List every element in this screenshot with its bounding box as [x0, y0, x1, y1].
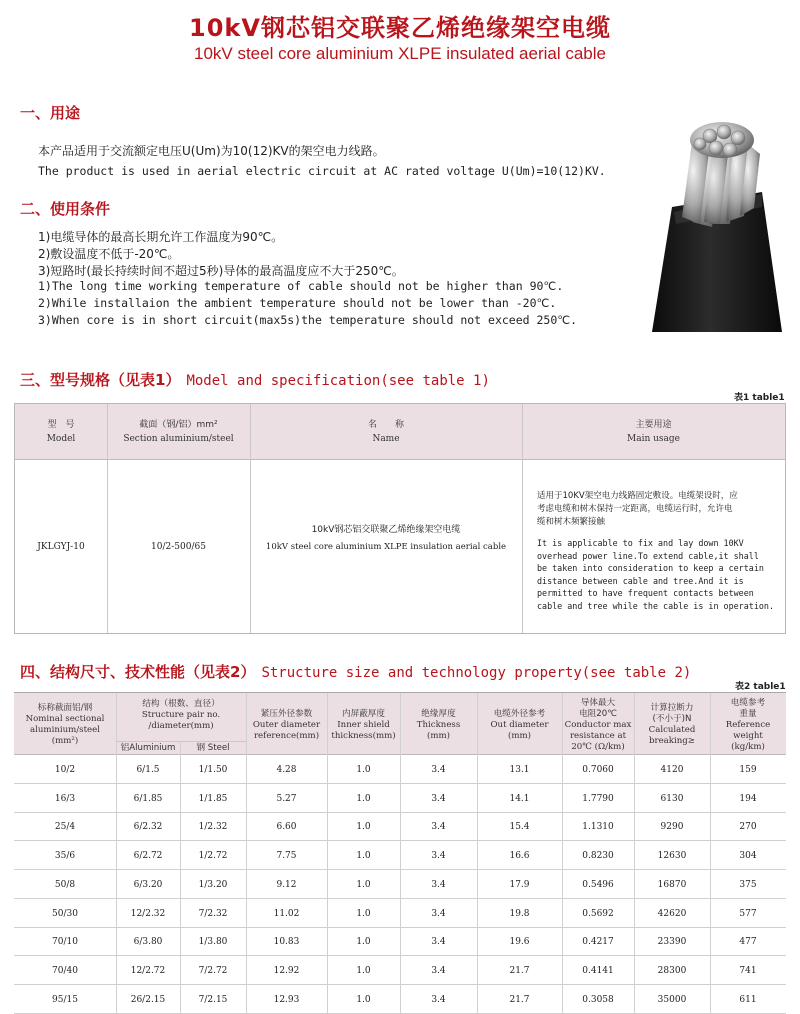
cell-aluminium: 6/1.85	[133, 793, 163, 804]
cell-inner-shield: 1.0	[356, 965, 371, 976]
table1-name-en: 10kV steel core aluminium XLPE insulation aerial cable	[265, 542, 507, 552]
cell-section: 50/30	[52, 908, 78, 919]
cell-resistance: 0.5692	[582, 908, 614, 919]
cell-thickness: 3.4	[431, 908, 446, 919]
cell-thickness: 3.4	[431, 851, 446, 862]
model-table	[14, 403, 786, 634]
cell-thickness: 3.4	[431, 822, 446, 833]
condition-line: 2)敷设温度不低于-20℃。	[38, 247, 180, 261]
cell-thickness: 3.4	[431, 965, 446, 976]
cable-photo	[612, 112, 782, 332]
cell-resistance: 0.4217	[582, 937, 614, 948]
cell-out-diameter: 17.9	[509, 879, 530, 890]
cell-section: 95/15	[52, 994, 78, 1005]
table-row	[14, 813, 786, 841]
cell-out-diameter: 16.6	[509, 851, 530, 862]
table2-header-outer-diameter: 紧压外径参数 Outer diameter reference(mm)	[252, 709, 321, 741]
table2-header-weight: 电缆参考 重量 Reference weight (kg/km)	[725, 698, 771, 752]
cell-section: 35/6	[54, 851, 76, 862]
condition-line: 2)While installaion the ambient temperature should not be lower than -20℃.	[38, 296, 557, 310]
cell-outer-diameter: 6.60	[276, 822, 297, 833]
cell-weight: 159	[739, 765, 757, 775]
table-row	[14, 871, 786, 899]
cell-steel: 1/3.20	[198, 879, 228, 890]
condition-line: 3)When core is in short circuit(max5s)the temperature should not exceed 250℃.	[38, 313, 578, 327]
cell-thickness: 3.4	[431, 793, 446, 804]
cell-inner-shield: 1.0	[356, 908, 371, 919]
structure-table	[14, 692, 786, 1014]
table1-model: JKLGYJ-10	[37, 542, 85, 552]
cell-outer-diameter: 11.02	[273, 908, 300, 919]
cell-breaking: 23390	[657, 937, 687, 948]
table1-header-section: 截面（钢/铝）mm² Section aluminium/steel	[123, 420, 234, 444]
cell-steel: 7/2.32	[198, 908, 228, 919]
table1-section: 10/2-500/65	[151, 542, 206, 552]
table2-header-structure: 结构（根数、直径） Structure pair no. /diameter(mm)	[141, 699, 221, 731]
cell-resistance: 1.7790	[582, 793, 614, 804]
section-heading-model: 三、型号规格（见表1） Model and specification(see table 1)	[20, 371, 490, 389]
cell-steel: 1/1.50	[198, 765, 228, 775]
section-heading-structure: 四、结构尺寸、技术性能（见表2） Structure size and technology property(see table 2)	[20, 663, 692, 681]
table-row	[14, 957, 786, 985]
cell-outer-diameter: 5.27	[276, 793, 297, 804]
cell-aluminium: 6/3.20	[133, 879, 163, 890]
cell-outer-diameter: 12.93	[273, 994, 300, 1005]
cell-section: 50/8	[54, 879, 76, 890]
cell-inner-shield: 1.0	[356, 879, 371, 890]
cell-weight: 741	[739, 965, 757, 976]
cell-steel: 7/2.15	[198, 994, 228, 1005]
cell-section: 16/3	[54, 793, 76, 804]
table1-usage-en: It is applicable to fix and lay down 10KV overhead power line.To extend cable,it shall be taken into consideration to keep a certain distance between cable and tree.And it is permitted to have frequent contacts between cable and tree while the cable is in operation.	[537, 538, 774, 611]
table2-header-inner-shield: 内屏蔽厚度 Inner shield thickness(mm)	[331, 709, 396, 741]
table2-header-steel: 钢 Steel	[196, 743, 230, 753]
cell-aluminium: 6/2.72	[133, 851, 163, 862]
cell-outer-diameter: 4.28	[276, 765, 297, 775]
cell-breaking: 16870	[657, 879, 687, 890]
cell-resistance: 0.7060	[582, 765, 614, 775]
cell-resistance: 0.4141	[582, 965, 614, 976]
cell-inner-shield: 1.0	[356, 851, 371, 862]
page-title: 10kV钢芯铝交联聚乙烯绝缘架空电缆	[189, 14, 611, 42]
cell-aluminium: 6/1.5	[136, 765, 160, 775]
cell-section: 70/40	[52, 965, 78, 976]
table1-header-name: 名 称 Name	[367, 420, 404, 444]
cell-weight: 577	[739, 908, 757, 919]
table1-name-cn: 10kV钢芯铝交联聚乙烯绝缘架空电缆	[311, 525, 461, 535]
cell-aluminium: 12/2.72	[130, 965, 166, 976]
page-subtitle: 10kV steel core aluminium XLPE insulated aerial cable	[193, 44, 606, 63]
usage-text-cn: 本产品适用于交流额定电压U(Um)为10(12)KV的架空电力线路。	[38, 144, 385, 158]
table1-caption: 表1 table1	[734, 393, 785, 403]
cell-steel: 1/1.85	[198, 793, 228, 804]
cell-inner-shield: 1.0	[356, 765, 371, 775]
table-row	[14, 785, 786, 813]
cell-breaking: 28300	[657, 965, 687, 976]
cell-steel: 1/2.72	[198, 851, 228, 862]
cell-out-diameter: 14.1	[509, 793, 530, 804]
table2-header-section: 标称截面铝/钢 Nominal sectional aluminium/steel (mm²)	[25, 703, 105, 746]
table1-header-model: 型 号 Model	[46, 420, 76, 444]
cell-weight: 375	[739, 879, 757, 890]
cell-resistance: 0.5496	[582, 879, 614, 890]
cell-weight: 194	[739, 793, 757, 804]
cell-out-diameter: 21.7	[509, 965, 530, 976]
cell-thickness: 3.4	[431, 994, 446, 1005]
cell-aluminium: 26/2.15	[130, 994, 166, 1005]
table2-header-resistance: 导体最大 电阻20℃ Conductor max resistance at 20℃ (Ω/km)	[564, 698, 632, 752]
cell-steel: 1/3.80	[198, 937, 228, 948]
section-heading-usage: 一、用途	[20, 104, 81, 122]
condition-line: 3)短路时(最长持续时间不超过5秒)导体的最高温度应不大于250℃。	[38, 264, 404, 278]
cell-outer-diameter: 9.12	[276, 879, 297, 890]
cell-breaking: 4120	[660, 765, 684, 775]
table1-header-usage: 主要用途 Main usage	[627, 420, 680, 444]
table-row	[14, 928, 786, 956]
table2-caption: 表2 table1	[735, 682, 786, 692]
cell-aluminium: 6/2.32	[133, 822, 163, 833]
table1-usage-cn: 适用于10KV架空电力线路固定敷设。电缆架设时，应 考虑电缆和树木保持一定距离，电缆运行时，允许电 缆和树木频繁接触	[537, 491, 738, 527]
cell-out-diameter: 19.8	[509, 908, 530, 919]
cell-inner-shield: 1.0	[356, 822, 371, 833]
table2-header-aluminium: 铝Aluminium	[120, 743, 176, 753]
condition-line: 1)The long time working temperature of cable should not be higher than 90℃.	[38, 279, 564, 293]
cell-inner-shield: 1.0	[356, 793, 371, 804]
table-row	[14, 756, 786, 784]
cell-aluminium: 12/2.32	[130, 908, 166, 919]
cell-outer-diameter: 10.83	[273, 937, 300, 948]
cell-thickness: 3.4	[431, 937, 446, 948]
cell-inner-shield: 1.0	[356, 937, 371, 948]
table2-header-thickness: 绝缘厚度 Thickness (mm)	[416, 709, 461, 741]
table2-header-out-diameter: 电缆外径参考 Out diameter (mm)	[490, 709, 549, 741]
cell-steel: 1/2.32	[198, 822, 228, 833]
cell-section: 70/10	[52, 937, 78, 948]
usage-text-en: The product is used in aerial electric circuit at AC rated voltage U(Um)=10(12)KV.	[38, 164, 606, 178]
table2-header-breaking: 计算拉断力 (不小于)N Calculated breaking≥	[648, 703, 696, 746]
cell-outer-diameter: 7.75	[276, 851, 297, 862]
cell-out-diameter: 13.1	[509, 765, 530, 775]
cell-weight: 611	[739, 994, 757, 1005]
cell-breaking: 42620	[657, 908, 687, 919]
cell-weight: 270	[739, 822, 757, 833]
table-row	[14, 900, 786, 928]
cell-breaking: 9290	[660, 822, 684, 833]
table-row	[14, 986, 786, 1014]
cell-out-diameter: 19.6	[509, 937, 530, 948]
cell-breaking: 12630	[657, 851, 687, 862]
cell-resistance: 0.8230	[582, 851, 614, 862]
cell-steel: 7/2.72	[198, 965, 228, 976]
condition-line: 1)电缆导体的最高长期允许工作温度为90℃。	[38, 230, 284, 244]
cell-section: 25/4	[54, 822, 76, 833]
cell-weight: 304	[739, 851, 757, 862]
cell-resistance: 1.1310	[582, 822, 614, 833]
cell-inner-shield: 1.0	[356, 994, 371, 1005]
cell-out-diameter: 15.4	[509, 822, 530, 833]
cell-outer-diameter: 12.92	[273, 965, 300, 976]
cell-breaking: 35000	[657, 994, 687, 1005]
cell-section: 10/2	[54, 765, 76, 775]
cell-thickness: 3.4	[431, 879, 446, 890]
cell-weight: 477	[739, 937, 757, 948]
cell-breaking: 6130	[660, 793, 684, 804]
cell-thickness: 3.4	[431, 765, 446, 775]
cell-resistance: 0.3058	[582, 994, 614, 1005]
section-heading-conditions: 二、使用条件	[20, 200, 111, 218]
cell-out-diameter: 21.7	[509, 994, 530, 1005]
cell-aluminium: 6/3.80	[133, 937, 163, 948]
table-row	[14, 842, 786, 870]
